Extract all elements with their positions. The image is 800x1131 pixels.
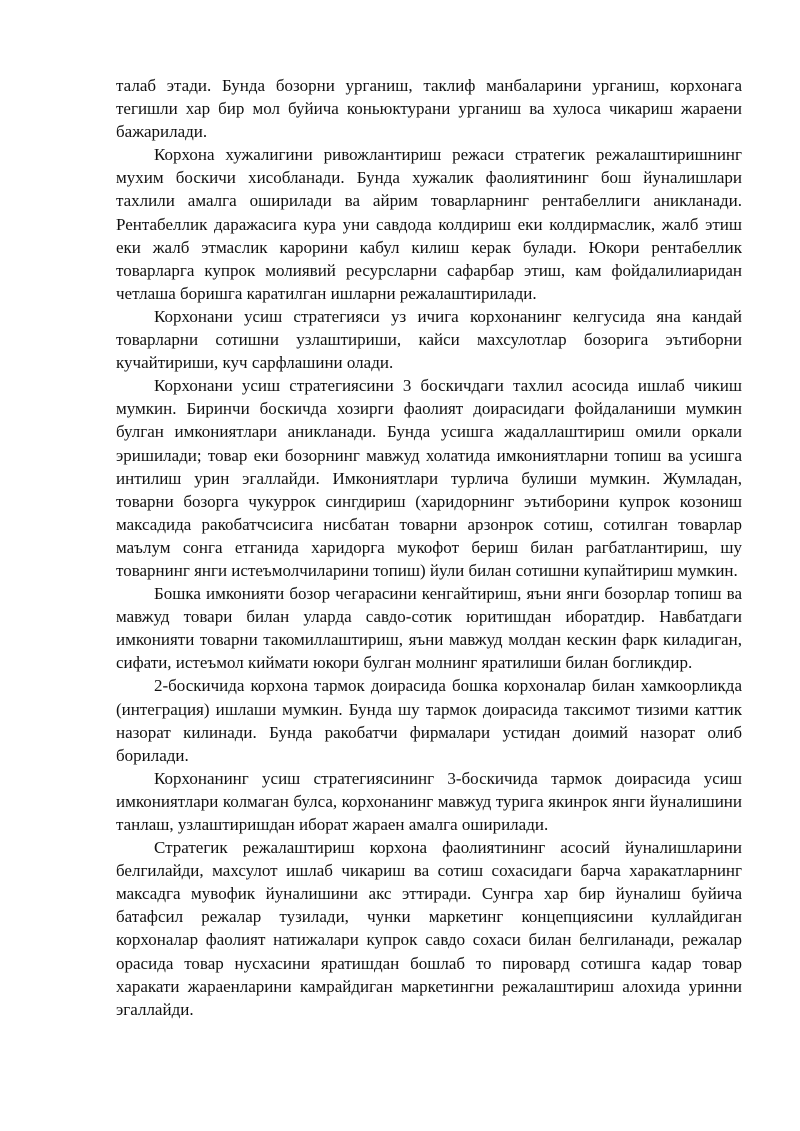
- document-page: [116, 74, 742, 1021]
- paragraph-stage-three: Корхонанинг усиш стратегиясининг 3-боскичида тармок доирасида усиш имкониятлари колмаган булса, корхонанинг мавжуд турига якинрок янги йуналишини танлаш, узлаштиришдан иборат жараен амалга оширилади.: [116, 768, 742, 834]
- paragraph-growth-strategy: Корхонани усиш стратегияси уз ичига корхонанинг келгусида яна кандай товарларни сотишни узлаштириши, кайси махсулотлар бозорига эътиборни кучайтириши, куч сарфлашини олади.: [116, 306, 742, 373]
- paragraph-strategic-planning: Стратегик режалаштириш корхона фаолиятининг асосий йуналишларини белгилайди, махсулот ишлаб чикариш ва сотиш сохасидаги барча харакатларнинг максадга мувофик йуналишини акс эттиради. Сунгра хар бир йуналиш буйича батафсил режалар тузилади, чунки маркетинг концепциясини куллайдиган корхоналар фаолият натижалари купрок савдо сохаси билан белгиланади, режалар орасида товар нусхасини яратишдан бошлаб то пировард сотишга кадар товар харакати жараенларини камрайдиган маркетингни режалаштириш алохида уринни эгаллайди.: [116, 838, 742, 1019]
- paragraph-development-plan: Корхона хужалигини ривожлантириш режаси стратегик режалаштиришнинг мухим боскичи хисобланади. Бунда хужалик фаолиятининг бош йуналишлари тахлили амалга оширилади ва айрим товарларнинг рентабеллиги аникланади. Рентабеллик даражасига кура уни савдода колдириш еки колдирмаслик, жалб этиш еки жалб этмаслик карорини кабул килиш керак булади. Юкори рентабеллик товарларга купрок молиявий ресурсларни сафарбар этиш, кам фойдалилиаридан четлаша боришга каратилган ишларни режалаштирилади.: [116, 145, 742, 303]
- paragraph-market-expansion: Бошка имконияти бозор чегарасини кенгайтириш, яъни янги бозорлар топиш ва мавжуд товари билан уларда савдо-сотик юритишдан иборатдир. Навбатдаги имконияти товарни такомиллаштириш, яъни мавжуд молдан кескин фарк киладиган, сифати, истеъмол киймати юкори булган молнинг яратилиши билан богликдир.: [116, 584, 742, 673]
- paragraph-continuation: талаб этади. Бунда бозорни урганиш, таклиф манбаларини урганиш, корхонага тегишли хар бир мол буйича коньюктурани урганиш ва хулоса чикариш жараени бажарилади.: [116, 76, 742, 142]
- paragraph-three-stage-analysis: Корхонани усиш стратегиясини 3 боскичдаги тахлил асосида ишлаб чикиш мумкин. Биринчи боскичда хозирги фаолият доирасидаги фойдаланиши мумкин булган имкониятлари аникланади. Бунда усишга жадаллаштириш омили оркали эришилади; товар еки бозорнинг мавжуд холатида имкониятларни топиш ва усишга интилиш урин эгаллайди. Имкониятлари турлича булиши мумкин. Жумладан, товарни бозорга чукуррок сингдириш (харидорнинг эътиборини купрок козониш максадида ракобатчсисига нисбатан товарни арзонрок сотиш, сотилган товарлар маълум сонга етганида харидорга мукофот бериш билан рагбатлантириш, шу товарнинг янги истеъмолчиларини топиш) йули билан сотишни купайтириш мумкин.: [116, 376, 742, 580]
- paragraph-stage-two: 2-боскичида корхона тармок доирасида бошка корхоналар билан хамкоорликда (интеграция) ишлаши мумкин. Бунда шу тармок доирасида таксимот тизими каттик назорат килинади. Бунда ракобатчи фирмалари устидан доимий назорат олиб борилади.: [116, 676, 742, 765]
